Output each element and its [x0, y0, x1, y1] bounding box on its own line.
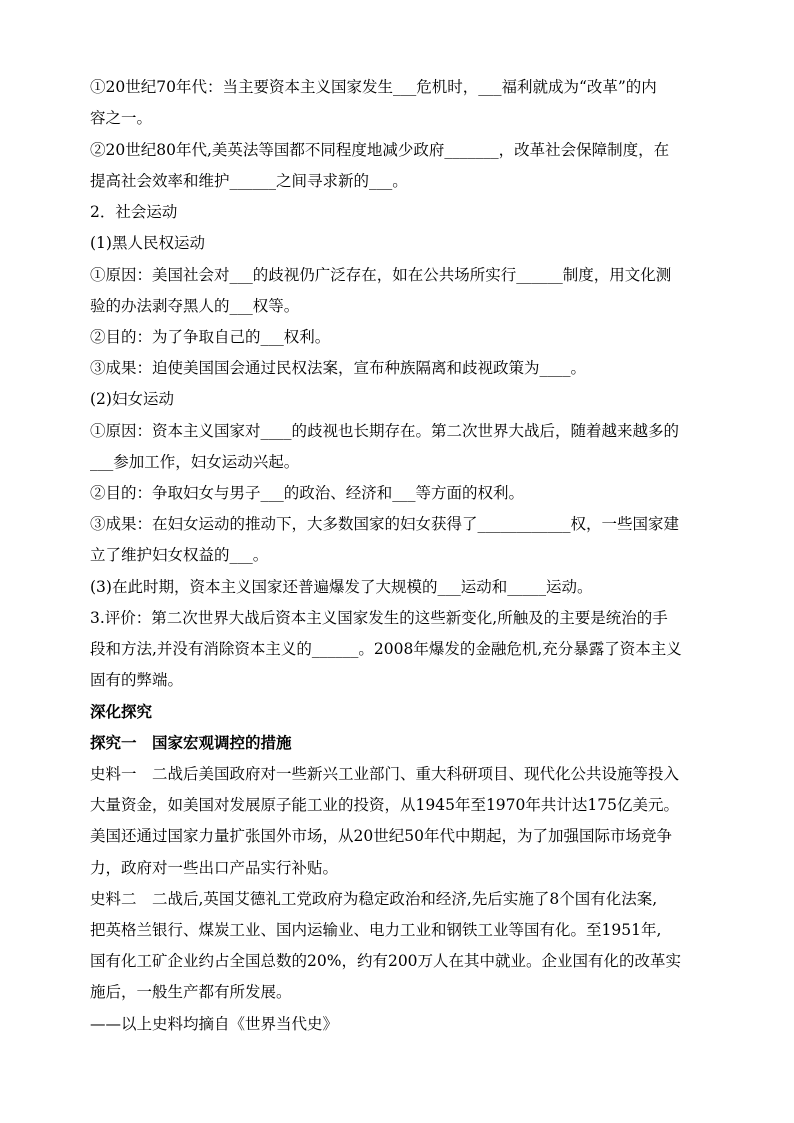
text-line: 容之一。 [90, 109, 153, 127]
text-line: 史料二 二战后,英国艾德礼工党政府为稳定政治和经济,先后实施了8个国有化法案, [90, 890, 658, 908]
text-line: 固有的弊端。 [90, 671, 184, 689]
text-line: 提高社会效率和维护______之间寻求新的___。 [90, 172, 408, 190]
text-line: 史料一 二战后美国政府对一些新兴工业部门、重大科研项目、现代化公共设施等投入 [90, 765, 680, 783]
text-line: 美国还通过国家力量扩张国外市场，从20世纪50年代中期起，为了加强国际市场竞争 [90, 827, 672, 845]
text-line: 力，政府对一些出口产品实行补贴。 [90, 859, 339, 877]
text-line: 把英格兰银行、煤炭工业、国内运输业、电力工业和钢铁工业等国有化。至1951年, [90, 921, 662, 939]
text-line: 国有化工矿企业约占全国总数的20%，约有200万人在其中就业。企业国有化的改革实 [90, 952, 682, 970]
text-line: 3.评价：第二次世界大战后资本主义国家发生的这些新变化,所触及的主要是统治的手 [90, 609, 668, 627]
text-line: (3)在此时期，资本主义国家还普遍爆发了大规模的___运动和_____运动。 [90, 578, 593, 596]
text-line: ①原因：资本主义国家对____的歧视也长期存在。第二次世界大战后，随着越来越多的 [90, 422, 680, 440]
exploration-title: 探究一 国家宏观调控的措施 [90, 733, 292, 752]
subsection-heading: (1)黑人民权运动 [90, 234, 205, 252]
text-line: ②目的：争取妇女与男子___的政治、经济和___等方面的权利。 [90, 484, 525, 502]
source-citation: ——以上史料均摘自《世界当代史》 [90, 1015, 339, 1033]
text-line: ___参加工作，妇女运动兴起。 [90, 453, 300, 471]
text-line: ②20世纪80年代,美英法等国都不同程度地减少政府_______，改革社会保障制度，在 [90, 141, 670, 159]
text-line: 段和方法,并没有消除资本主义的______。2008年爆发的金融危机,充分暴露了资本主义 [90, 640, 682, 658]
section-title: 深化探究 [90, 702, 153, 721]
text-line: ②目的：为了争取自己的___权利。 [90, 328, 331, 346]
text-line: ①原因：美国社会对___的歧视仍广泛存在，如在公共场所实行______制度，用文化测 [90, 266, 672, 284]
text-line: ③成果：迫使美国国会通过民权法案，宣布种族隔离和歧视政策为____。 [90, 359, 587, 377]
text-line: 验的办法剥夺黑人的___权等。 [90, 297, 300, 315]
section-heading: 2．社会运动 [90, 203, 178, 221]
text-line: 施后，一般生产都有所发展。 [90, 983, 292, 1001]
text-line: 大量资金，如美国对发展原子能工业的投资，从1945年至1970年共计达175亿美元。 [90, 796, 679, 814]
text-line: ①20世纪70年代：当主要资本主义国家发生___危机时，___福利就成为“改革”的内 [90, 78, 657, 96]
subsection-heading: (2)妇女运动 [90, 390, 174, 408]
text-line: 立了维护妇女权益的___。 [90, 546, 269, 564]
text-line: ③成果：在妇女运动的推动下，大多数国家的妇女获得了____________权，一些国家建 [90, 515, 680, 533]
